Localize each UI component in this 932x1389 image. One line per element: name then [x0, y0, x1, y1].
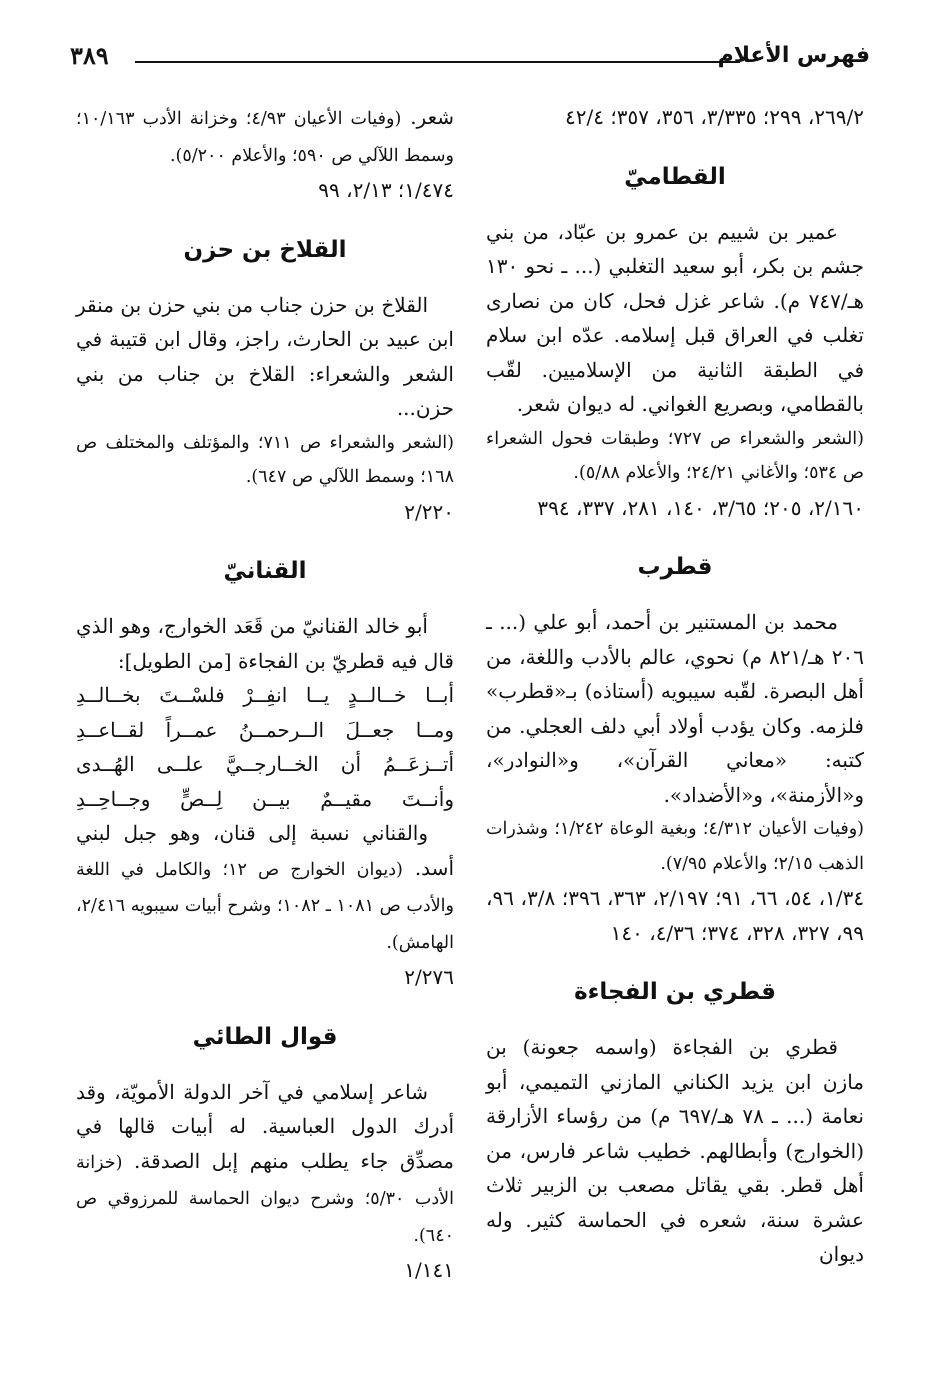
entry-sources: (ديوان الخوارج ص ١٢؛ والكامل في اللغة والأدب ص ١٠٨١ ـ ١٠٨٢؛ وشرح أبيات سيبويه ٢/٤١٦، الهامش). [76, 859, 454, 953]
entry-qallakh-ibn-hazn [76, 230, 454, 530]
entry-sources: (الشعر والشعراء ص ٧٢٧؛ وطبقات فحول الشعراء ص ٥٣٤؛ والأغاني ٢٤/٢١؛ والأعلام ٥/٨٨). [486, 428, 864, 483]
entry-qanani [76, 551, 454, 995]
right-column [486, 100, 864, 1272]
entry-volume-refs: ٢/٢٧٦ [404, 965, 454, 989]
verse-line: أتــزعَــمُ أن الخــارجــيَّ علــى الهُــدى [76, 752, 454, 776]
entry-body-text: شاعر إسلامي في آخر الدولة الأمويّة، وقد أدرك الدول العباسية. له أبيات قالها في مصدِّق جاء يطلب منهم إبل الصدقة. [76, 1079, 454, 1173]
entry-title: قطرب [637, 554, 713, 580]
entry-sources: (الشعر والشعراء ص ٧١١؛ والمؤتلف والمختلف ص ١٦٨؛ وسمط اللآلي ص ٦٤٧). [76, 432, 454, 487]
poem-verse [76, 678, 454, 713]
entry-title: القطاميّ [624, 163, 726, 190]
continuation-text [76, 100, 454, 173]
entry-volume-refs: ١/١٤١ [404, 1258, 454, 1282]
page-number: ٣٨٩ [70, 41, 109, 70]
entry-qawwal-al-tai [76, 1017, 454, 1288]
entry-sources: (خزانة الأدب ٥/٣٠؛ وشرح ديوان الحماسة للمرزوقي ص ٦٤٠). [76, 1152, 454, 1246]
continuation-sources: (وفيات الأعيان ٤/٩٣؛ وخزانة الأدب ١٠/١٦٣؛ وسمط اللآلي ص ٥٩٠؛ والأعلام ٥/٢٠٠). [76, 109, 454, 166]
entry-body: محمد بن المستنير بن أحمد، أبو علي (... ـ ٢٠٦ هـ/٨٢١ م) نحوي، عالم بالأدب واللغة، من أهل البصرة. لقّبه سيبويه (أستاذه) بـ«قطرب» فلزمه. وكان يؤدب أولاد أبي دلف العجلي. من كتبه: «معاني القرآن»، و«النوادر»، و«الأزمنة»، و«الأضداد». [486, 610, 864, 807]
entry-volume-refs: ١/٣٤، ٥٤، ٦٦، ٩١؛ ٢/١٩٧، ٣٦٣، ٣٩٦؛ ٣/٨، ٩٦، ٩٩، ٣٢٧، ٣٢٨، ٣٧٤؛ ٤/٣٦، ١٤٠ [486, 886, 865, 945]
entry-title: القنانيّ [223, 558, 307, 584]
entry-volume-refs: ٢/١٦٠، ٢٠٥؛ ٣/٦٥، ١٤٠، ٢٨١، ٣٣٧، ٣٩٤ [537, 495, 864, 520]
entry-title: قوال الطائي [192, 1023, 338, 1050]
continuation-volume-refs: ٢٦٩/٢، ٢٩٩؛ ٣/٣٣٥، ٣٥٦، ٣٥٧؛ ٤٢/٤ [565, 105, 864, 129]
entry-body: أبو خالد القنانيّ من قَعَد الخوارج، وهو الذي قال فيه قطريّ بن الفجاءة [من الطويل]: [76, 614, 454, 673]
entry-qatari-ibn-al-fujaa [486, 972, 864, 1272]
entry-body: القلاخ بن حزن جناب من بني حزن بن منقر ابن عبيد بن الحارث، راجز، وقال ابن قتيبة في الشعر والشعراء: القلاخ بن جناب من بني حزن... [76, 292, 454, 420]
verse-line: أبــا خــالــدٍ يــا انفِــرْ فلسْــتَ بخــالــدِ [76, 683, 454, 707]
header-rule [135, 61, 740, 63]
left-column [76, 100, 454, 1288]
entry-title: القلاخ بن حزن [183, 236, 347, 263]
entry-sources: (وفيات الأعيان ٤/٣١٢؛ وبغية الوعاة ١/٢٤٢؛ وشذرات الذهب ٢/١٥؛ والأعلام ٧/٩٥). [486, 819, 864, 874]
poem-verse [76, 782, 454, 817]
poem-verse [76, 713, 454, 748]
entry-qutrub [486, 547, 864, 950]
poem-verse [76, 747, 454, 782]
entry-volume-refs: ٢/٢٢٠ [404, 499, 454, 524]
entry-title: قطري بن الفجاءة [574, 979, 776, 1005]
entry-body: قطري بن الفجاءة (واسمه جعونة) بن مازن ابن يزيد الكناني المازني التميمي، أبو نعامة (... ـ ٧٨ هـ/٦٩٧ م) من رؤساء الأزارقة (الخوارج) وأبطالهم. خطيب شاعر فارس، من أهل قطر. بقي يقاتل مصعب بن الزبير ثلاث عشرة سنة، شعره في الحماسة كثير. وله ديوان [486, 1035, 864, 1266]
entry-qutami [486, 157, 864, 526]
verse-line: ومــا جعــلَ الــرحمــنُ عمــراً لقــاعــدِ [76, 717, 454, 742]
continuation-body: شعر. [410, 105, 455, 129]
running-title: فهرس الأعلام [717, 43, 870, 68]
entry-body: عمير بن شييم بن عمرو بن عبّاد، من بني جشم بن بكر، أبو سعيد التغلبي (... ـ نحو ١٣٠ هـ/٧٤٧ م). شاعر غزل فحل، كان من نصارى تغلب في العراق قبل إسلامه. عدّه ابن سلام في الطبقة الثانية من الإسلاميين. لقّب بالقطامي، وبصريع الغواني. له ديوان شعر. [486, 219, 864, 416]
verse-line: وأنــتَ مقيــمٌ بيــن لِــصٍّ وجــاحِــدِ [76, 786, 454, 811]
entry-body-continued [76, 816, 454, 960]
entry-body [76, 1075, 454, 1254]
continuation-volume-refs: ١/٤٧٤؛ ٢/١٣، ٩٩ [318, 178, 454, 202]
page-header [70, 36, 870, 76]
after-verses-text: والقناني نسبة إلى قنان، وهو جبل لبني أسد. [76, 821, 454, 880]
